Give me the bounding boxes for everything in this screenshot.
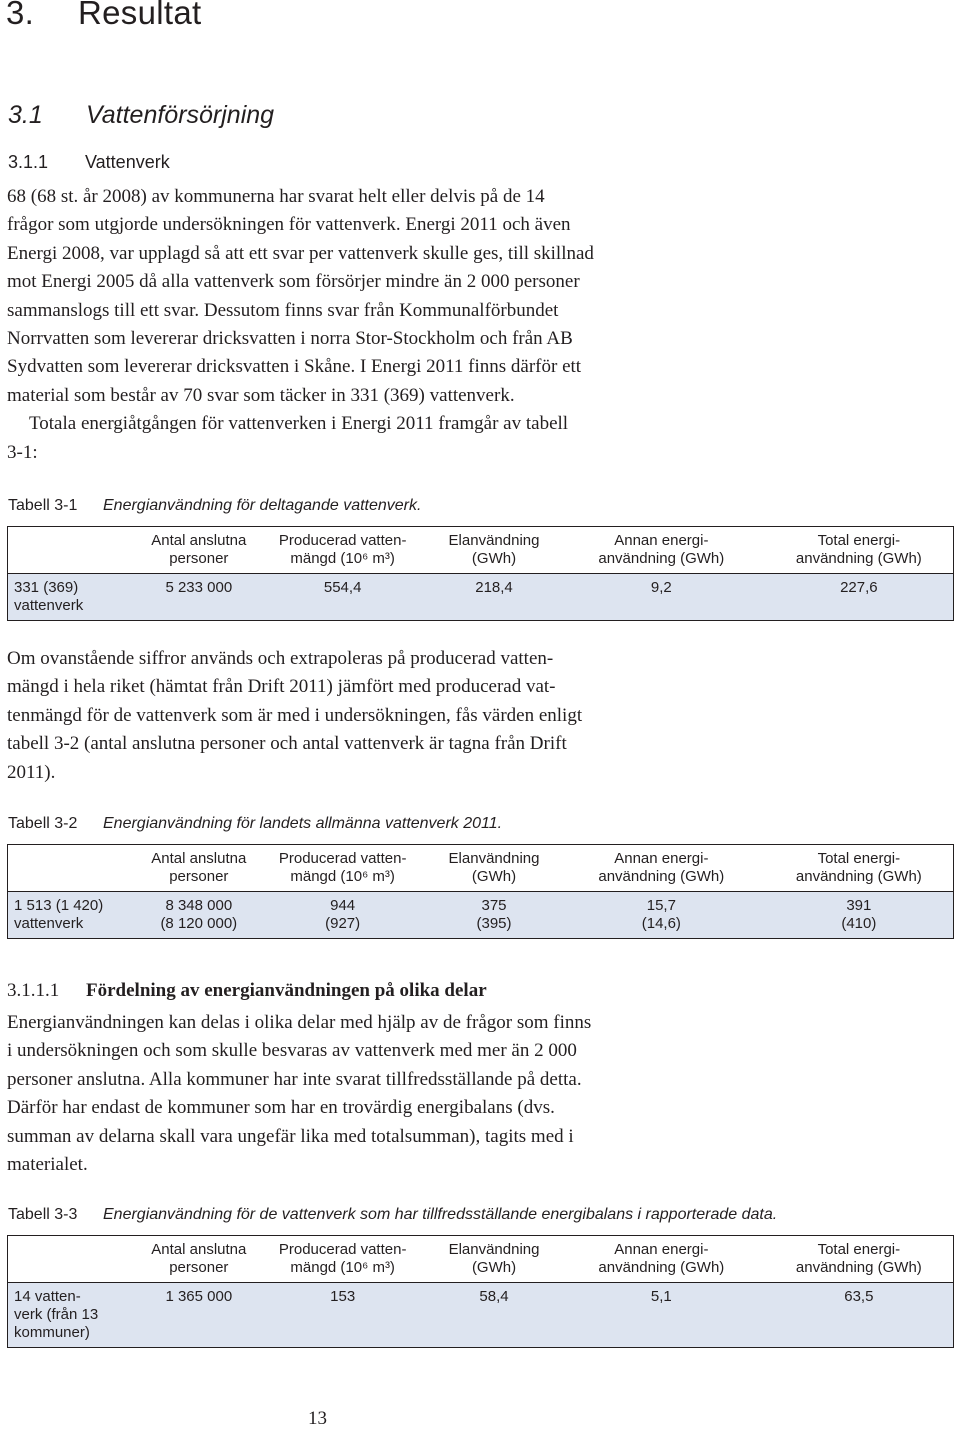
text-line: tenmängd för de vattenverk som är med i undersökningen, fås värden enligt	[7, 704, 583, 726]
caption-text: Energianvändning för deltagande vattenverk.	[103, 497, 422, 514]
header-cell: Producerad vatten- mängd (10⁶ m³)	[278, 850, 407, 885]
header-cell: Total energi- användning (GWh)	[795, 850, 922, 885]
text-line: Energi 2008, var upplagd så att ett svar per vattenverk skulle ges, till skillnad	[7, 242, 594, 264]
caption-number: Tabell 3-3	[8, 1206, 78, 1223]
header-cell: Elanvändning (GWh)	[448, 532, 540, 567]
text-line: Totala energiåtgången för vattenverken i Energi 2011 framgår av tabell	[29, 413, 569, 435]
text-line: 3-1:	[7, 441, 38, 463]
chapter-heading	[6, 0, 201, 32]
header-cell: Producerad vatten- mängd (10⁶ m³)	[278, 532, 407, 567]
table-cell: 227,6	[840, 579, 878, 596]
table-cell: 58,4	[479, 1288, 509, 1305]
table-cell: 218,4	[475, 579, 513, 596]
header-cell: Producerad vatten- mängd (10⁶ m³)	[278, 1241, 407, 1276]
table-cell: 554,4	[323, 579, 362, 596]
chapter-title: Resultat	[78, 0, 202, 31]
header-cell: Total energi- användning (GWh)	[795, 532, 922, 567]
section-heading	[8, 101, 274, 130]
paragraph-distribution	[7, 1009, 635, 1179]
text-line: i undersökningen och som skulle besvaras av vattenverk med mer än 2 000	[7, 1040, 577, 1062]
text-line: personer anslutna. Alla kommuner har inte svarat tillfredsställande på detta.	[7, 1068, 582, 1090]
header-cell: Antal anslutna personer	[151, 850, 247, 885]
text-line: tabell 3-2 (antal anslutna personer och antal vattenverk är tagna från Drift	[7, 733, 567, 755]
caption-number: Tabell 3-1	[8, 497, 78, 514]
caption-text: Energianvändning för de vattenverk som har tillfredsställande energibalans i rapporterade data.	[103, 1206, 778, 1223]
text-line: mot Energi 2005 då alla vattenverk som försörjer mindre än 2 000 personer	[7, 271, 580, 293]
paragraph-extrapolation	[7, 645, 635, 787]
table-cell: 375 (395)	[476, 897, 512, 932]
header-cell: Annan energi- användning (GWh)	[598, 532, 725, 567]
header-cell: Elanvändning (GWh)	[448, 850, 540, 885]
text-line: Därför har endast de kommuner som har en trovärdig energibalans (dvs.	[7, 1097, 555, 1119]
table-caption-3-2	[8, 815, 502, 833]
table-cell: 1 365 000	[165, 1288, 233, 1305]
table-3-1	[7, 526, 954, 621]
text-line: Energianvändningen kan delas i olika delar med hjälp av de frågor som finns	[7, 1012, 592, 1033]
table-caption-3-3	[8, 1206, 777, 1224]
header-cell: Antal anslutna personer	[151, 532, 247, 567]
text-line: Sydvatten som levererar dricksvatten i Skåne. I Energi 2011 finns därför ett	[7, 356, 582, 378]
text-line: material som består av 70 svar som täcker in 331 (369) vattenverk.	[7, 384, 515, 406]
table-cell: 15,7 (14,6)	[641, 897, 681, 932]
subsection-title: Vattenverk	[85, 152, 170, 172]
table-row	[8, 1283, 954, 1348]
section-title: Vattenförsörjning	[86, 101, 275, 129]
header-cell	[8, 1236, 143, 1283]
table-header-row	[8, 845, 954, 892]
table-cell: 391 (410)	[841, 897, 877, 932]
header-cell	[8, 845, 143, 892]
chapter-number: 3.	[6, 0, 35, 31]
subsection-heading	[8, 152, 170, 173]
table-cell: 153	[330, 1288, 356, 1305]
text-line: Norrvatten som levererar dricksvatten i norra Stor-Stockholm och från AB	[7, 328, 573, 350]
table-row	[8, 574, 954, 621]
table-cell: 9,2	[650, 579, 672, 596]
subsubsection-title: Fördelning av energianvändningen på olika delar	[86, 980, 487, 1001]
table-cell: 5 233 000	[165, 579, 233, 596]
text-line: 2011).	[7, 761, 56, 783]
text-line: sammanslogs till ett svar. Dessutom finns svar från Kommunalförbundet	[7, 299, 559, 321]
table-header-row	[8, 527, 954, 574]
header-cell	[8, 527, 143, 574]
text-line: Om ovanstående siffror används och extrapoleras på producerad vatten-	[7, 648, 554, 669]
header-cell: Antal anslutna personer	[151, 1241, 247, 1276]
table-3-2	[7, 844, 954, 939]
paragraph-intro	[7, 183, 635, 467]
table-row	[8, 892, 954, 939]
header-cell: Annan energi- användning (GWh)	[598, 850, 725, 885]
row-label-cell: 14 vatten- verk (från 13 kommuner)	[14, 1288, 99, 1341]
header-cell: Total energi- användning (GWh)	[795, 1241, 922, 1276]
table-3-3	[7, 1235, 954, 1348]
subsubsection-heading	[7, 980, 487, 1002]
subsection-number: 3.1.1	[8, 152, 49, 172]
caption-number: Tabell 3-2	[8, 815, 78, 832]
table-cell: 944 (927)	[325, 897, 361, 932]
row-label-cell: 331 (369) vattenverk	[14, 579, 84, 614]
row-label-cell: 1 513 (1 420) vattenverk	[14, 897, 104, 932]
section-number: 3.1	[8, 101, 43, 129]
text-line: 68 (68 st. år 2008) av kommunerna har svarat helt eller delvis på de 14	[7, 186, 545, 207]
table-header-row	[8, 1236, 954, 1283]
text-line: summan av delarna skall vara ungefär lika med totalsumman), tagits med i	[7, 1125, 574, 1147]
header-cell: Elanvändning (GWh)	[448, 1241, 540, 1276]
caption-text: Energianvändning för landets allmänna vattenverk 2011.	[103, 815, 503, 832]
subsubsection-number: 3.1.1.1	[7, 980, 60, 1001]
page-number: 13	[308, 1408, 327, 1429]
table-caption-3-1	[8, 497, 421, 515]
text-line: frågor som utgjorde undersökningen för vattenverk. Energi 2011 och även	[7, 214, 571, 236]
table-cell: 63,5	[844, 1288, 874, 1305]
header-cell: Annan energi- användning (GWh)	[598, 1241, 725, 1276]
text-line: materialet.	[7, 1154, 88, 1176]
table-cell: 5,1	[650, 1288, 672, 1305]
text-line: mängd i hela riket (hämtat från Drift 2011) jämfört med producerad vat-	[7, 676, 556, 698]
table-cell: 8 348 000 (8 120 000)	[160, 897, 238, 932]
